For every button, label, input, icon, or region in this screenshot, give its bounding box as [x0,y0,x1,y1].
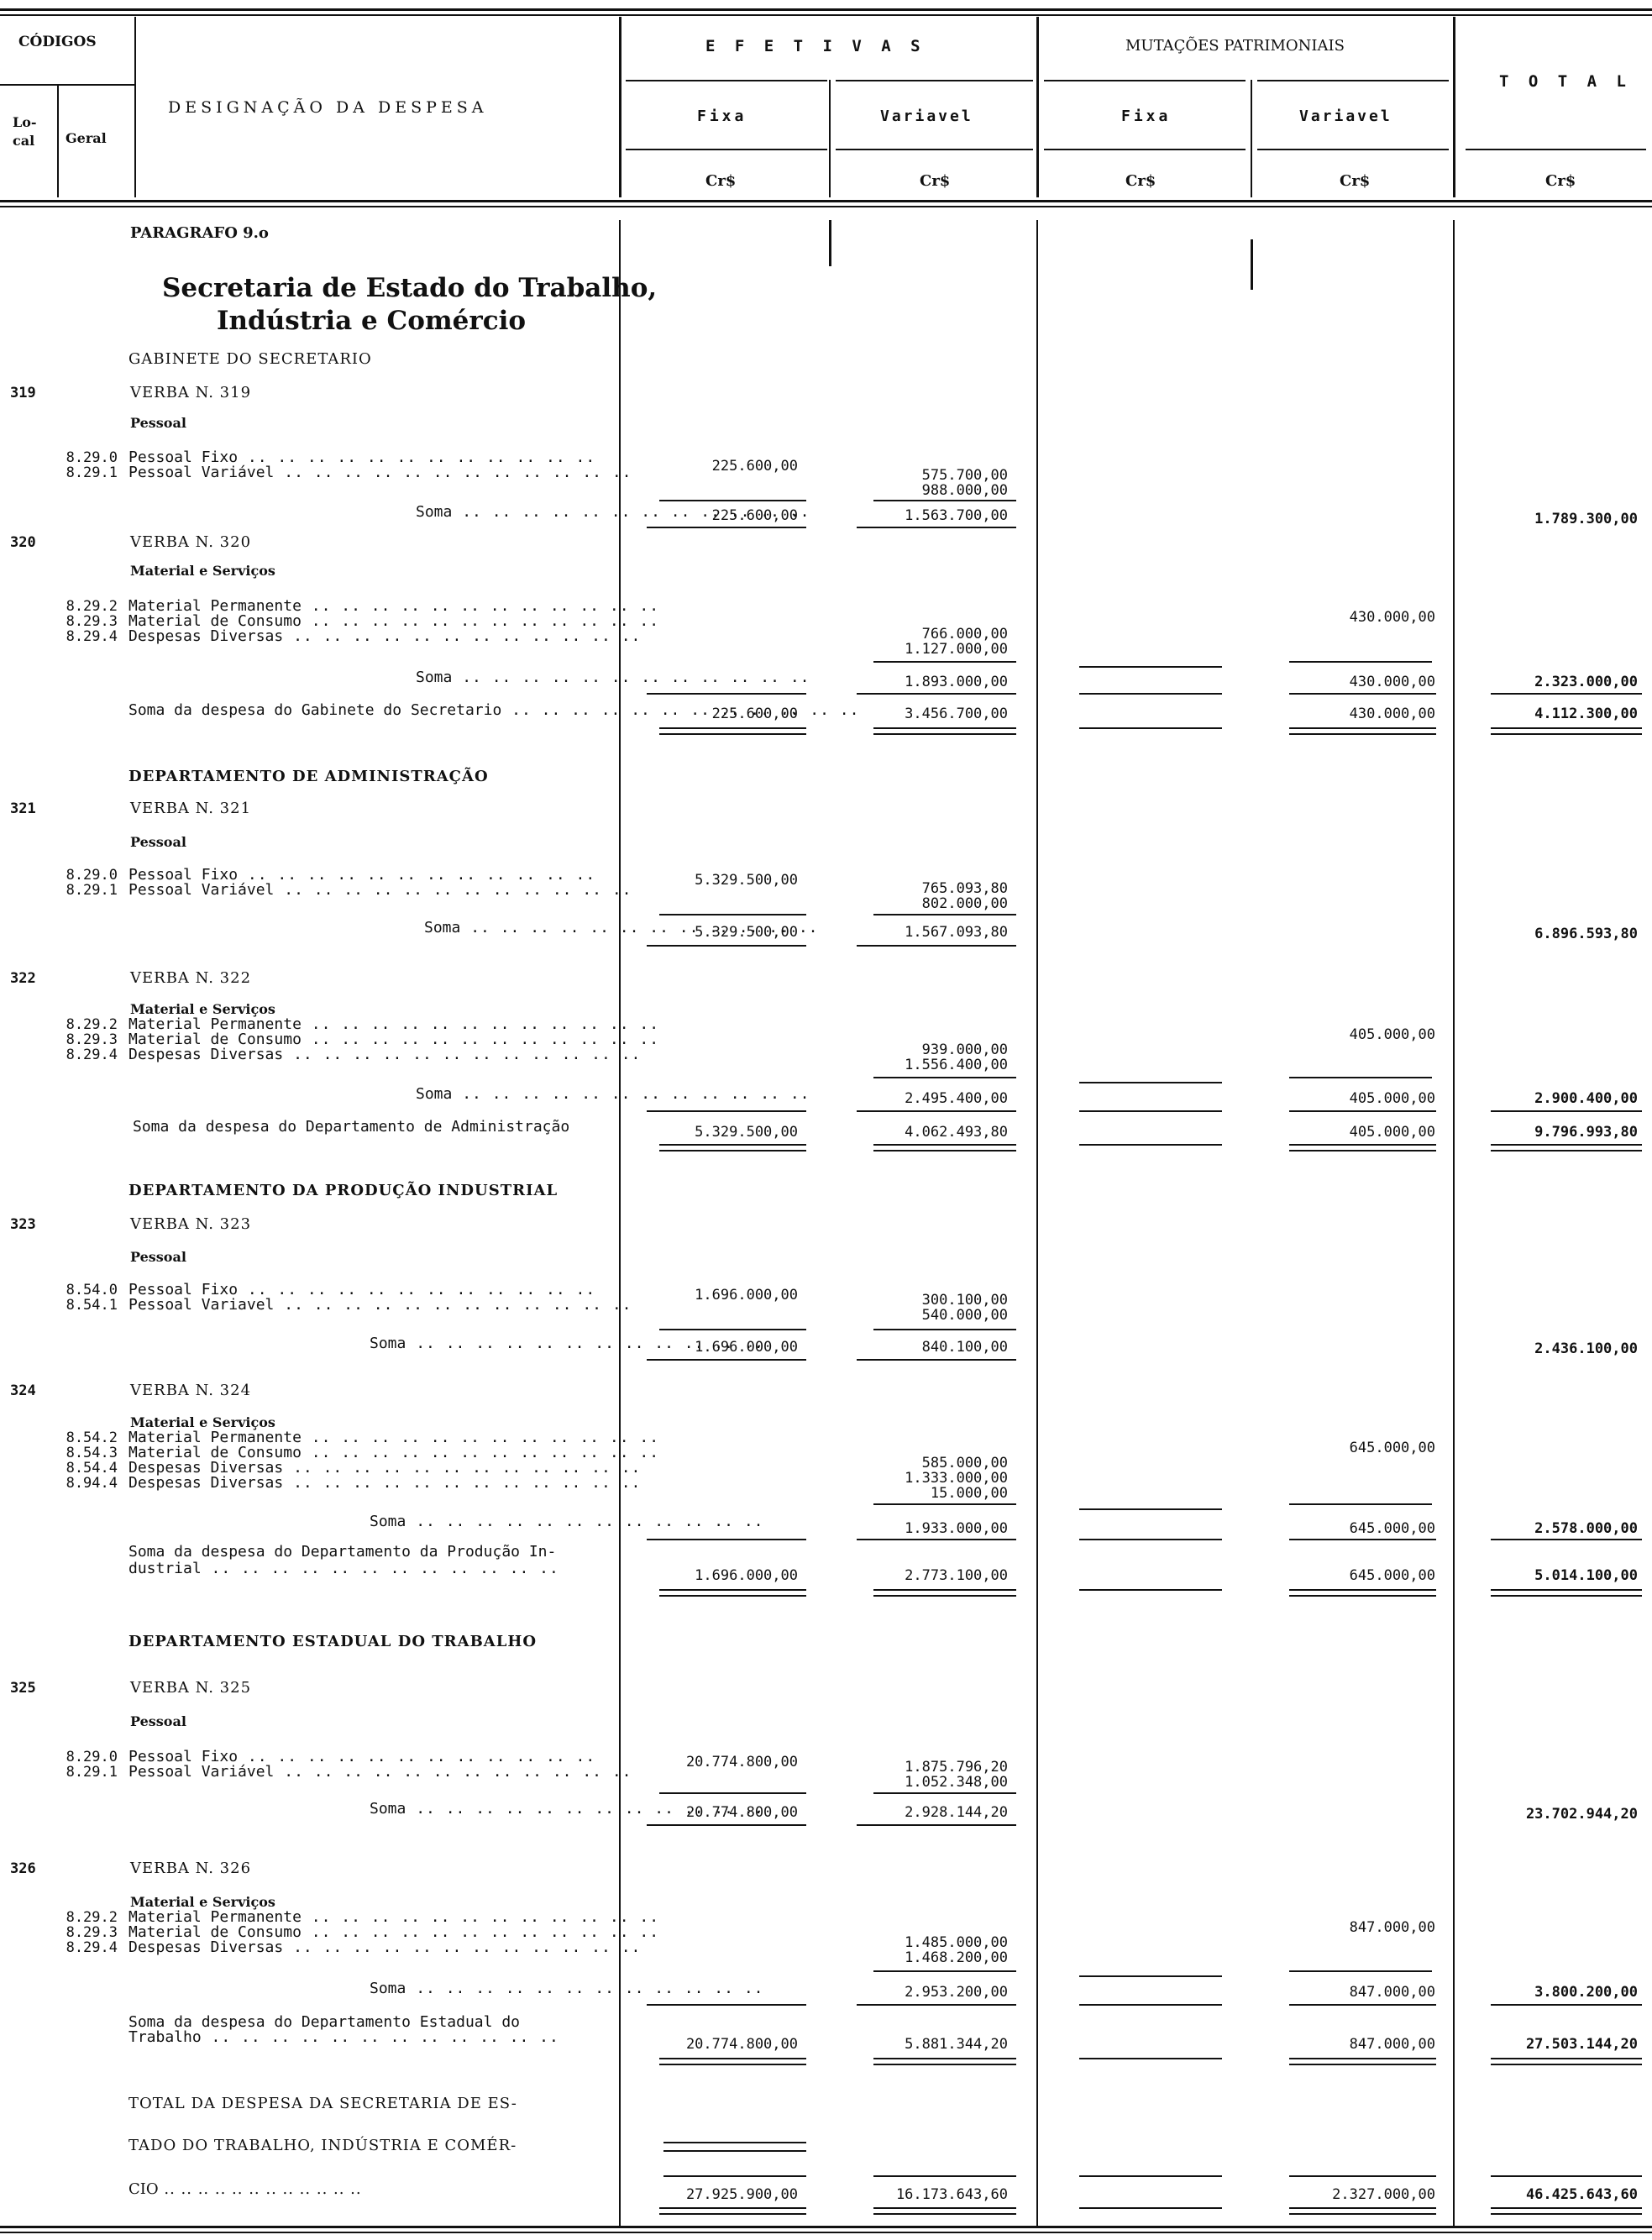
rule [1491,693,1642,695]
value-variavel: 1.127.000,00 [905,641,1008,658]
body-vline-5 [1453,220,1455,2227]
total-value: 2.436.100,00 [1534,1340,1638,1357]
value-variavel: 988.000,00 [921,482,1008,499]
total-variavel: 5.881.344,20 [905,2036,1008,2053]
unit-variavel-efetivas: Cr$ [920,172,951,190]
total-mut-variavel: 430.000,00 [1349,706,1435,722]
item-desc: Despesas Diversas .. .. [128,1939,641,1956]
total-value: 9.796.993,80 [1534,1124,1638,1141]
total-fixa: 20.774.800,00 [685,2036,798,2053]
header-efetivas: E F E T I V A S [705,37,926,55]
body-vline-4 [1251,239,1253,290]
item-desc: Pessoal Fixo .. .. [128,867,595,884]
item-desc: Despesas Diversas .. .. [128,1475,641,1492]
soma-label: Soma .. .. [370,1335,764,1352]
geral-code: 8.54.3 [66,1445,118,1461]
item-desc: Pessoal Fixo .. .. [128,449,595,466]
rule [857,693,1016,695]
verba-label: VERBA N. 322 [130,969,252,987]
soma-mut-variavel: 430.000,00 [1349,674,1435,690]
value-variavel: 15.000,00 [930,1485,1008,1502]
item-desc: Pessoal Variável .. .. [128,882,632,899]
soma-variavel: 2.495.400,00 [905,1090,1008,1107]
grand-total-value: 46.425.643,60 [1525,2186,1638,2203]
hdr-hline-efetivas-2 [836,80,1033,81]
hdr-hline-codes [0,84,134,86]
soma-variavel: 2.928.144,20 [905,1804,1008,1821]
verba-subtitle: Pessoal [130,834,186,850]
geral-code: 8.29.2 [66,1909,118,1926]
geral-code: 8.29.4 [66,628,118,645]
rule [857,527,1016,528]
value-variavel: 1.556.400,00 [905,1057,1008,1073]
rule [1079,1110,1222,1112]
verba-label: VERBA N. 323 [130,1215,252,1233]
soma-mut-variavel: 405.000,00 [1349,1090,1435,1107]
soma-fixa: 1.696.000,00 [695,1339,798,1356]
item-desc: Pessoal Variavel .. .. [128,1297,632,1314]
local-code: 320 [10,534,36,551]
item-desc: Pessoal Variável .. .. [128,1764,632,1781]
top-rule-2 [0,14,1652,16]
grand-total-mut-variavel: 2.327.000,00 [1332,2186,1435,2203]
hdr-vline-mutacoes-mid [1251,80,1252,197]
item-desc: Pessoal Fixo .. .. [128,1749,595,1765]
double-rule [1289,727,1436,735]
section-title-administracao: DEPARTAMENTO DE ADMINISTRAÇÃO [128,768,489,785]
soma-variavel: 2.953.200,00 [905,1984,1008,2001]
double-rule [659,2058,806,2065]
soma-fixa: 225.600,00 [711,507,798,524]
gabinete-total-label: Soma da despesa do Gabinete do Secretario .. .. [128,702,859,719]
soma-mut-variavel: 847.000,00 [1349,1984,1435,2001]
local-code: 325 [10,1680,36,1697]
verba-label: VERBA N. 326 [130,1860,252,1877]
double-rule [659,1144,806,1151]
rule [663,2142,806,2143]
bottom-rule [0,2226,1652,2228]
value-variavel: 765.093,80 [921,880,1008,897]
rule [647,1539,806,1540]
total-mut-variavel: 405.000,00 [1349,1124,1435,1141]
rule [873,914,1016,915]
paragrafo-heading: PARAGRAFO 9.o [130,224,269,242]
rule [659,914,806,915]
rule [647,945,806,947]
value-mut-variavel: 847.000,00 [1349,1919,1435,1936]
producao-total-label-2: dustrial .. .. [128,1561,559,1577]
rule [1491,1110,1642,1112]
hdr-vline-efetivas-right [1036,17,1039,197]
item-desc: Material Permanente .. .. [128,1430,659,1446]
rule [1289,1539,1436,1540]
rule [1079,2207,1222,2209]
hdr-vline-codes [57,84,59,197]
header-codigos: CÓDIGOS [18,34,97,50]
total-variavel: 2.773.100,00 [905,1567,1008,1584]
verba-subtitle: Pessoal [130,1249,186,1265]
soma-label: Soma .. .. [424,920,819,936]
rule [857,945,1016,947]
rule [1289,1077,1432,1078]
total-mut-variavel: 847.000,00 [1349,2036,1435,2053]
rule [1079,2058,1222,2059]
verba-label: VERBA N. 319 [130,384,252,401]
double-rule [1491,2207,1642,2215]
value-fixa: 5.329.500,00 [695,872,798,889]
value-variavel: 766.000,00 [921,626,1008,643]
soma-label: Soma .. .. [370,1513,764,1530]
value-variavel: 939.000,00 [921,1041,1008,1058]
value-variavel: 585.000,00 [921,1455,1008,1471]
value-variavel: 575.700,00 [921,467,1008,484]
verba-subtitle: Pessoal [130,1713,186,1729]
rule [1289,1970,1432,1972]
item-desc: Material de Consumo .. .. [128,1445,659,1461]
item-desc: Material Permanente .. .. [128,598,659,615]
geral-code: 8.94.4 [66,1475,118,1492]
total-value: 6.896.593,80 [1534,926,1638,942]
header-bottom-rule-2 [0,206,1652,207]
rule [647,693,806,695]
double-rule [873,2207,1016,2215]
double-rule [1289,2207,1436,2215]
geral-code: 8.29.4 [66,1939,118,1956]
rule [873,1970,1016,1972]
producao-total-label-1: Soma da despesa do Departamento da Produção In- [128,1543,557,1561]
hdr-vline-efetivas-mid [829,80,831,197]
total-fixa: 5.329.500,00 [695,1124,798,1141]
rule [659,500,806,501]
header-bottom-rule [0,200,1652,202]
double-rule [873,2058,1016,2065]
value-fixa: 1.696.000,00 [695,1287,798,1304]
item-desc: Material Permanente .. .. [128,1016,659,1033]
soma-label: Soma .. .. [370,1980,764,1997]
bottom-rule-2 [0,2232,1652,2233]
local-code: 319 [10,385,36,401]
geral-code: 8.29.3 [66,1031,118,1048]
value-variavel: 1.485.000,00 [905,1934,1008,1951]
geral-code: 8.29.3 [66,613,118,630]
rule [1079,1508,1222,1510]
local-code: 321 [10,800,36,817]
verba-label: VERBA N. 324 [130,1382,252,1399]
rule [647,1359,806,1361]
rule [873,1077,1016,1078]
hdr-vline-desc-right [619,17,621,197]
rule [1289,1503,1432,1505]
rule [857,1359,1016,1361]
secretaria-title-line1: Secretaria de Estado do Trabalho, [162,273,658,303]
value-variavel: 1.333.000,00 [905,1470,1008,1487]
total-variavel: 4.062.493,80 [905,1124,1008,1141]
rule [873,1792,1016,1794]
geral-code: 8.54.4 [66,1460,118,1477]
local-code: 326 [10,1860,36,1877]
soma-label: Soma .. .. [416,669,810,686]
double-rule [873,1144,1016,1151]
double-rule [1289,1589,1436,1597]
double-rule [659,1589,806,1597]
total-value: 23.702.944,20 [1525,1806,1638,1823]
item-desc: Pessoal Fixo .. .. [128,1282,595,1298]
rule [1491,2175,1642,2177]
header-total: T O T A L [1499,72,1631,91]
rule [1289,693,1436,695]
rule [873,1503,1016,1505]
rule [857,1539,1016,1540]
double-rule [873,727,1016,735]
rule [1079,1082,1222,1083]
geral-code: 8.29.0 [66,1749,118,1765]
double-rule [1491,1144,1642,1151]
geral-code: 8.54.1 [66,1297,118,1314]
item-desc: Material de Consumo .. .. [128,613,659,630]
body-vline-3 [1036,220,1038,2227]
local-code: 322 [10,970,36,987]
rule [1491,1539,1642,1540]
local-code: 324 [10,1382,36,1399]
double-rule [659,727,806,735]
geral-code: 8.29.0 [66,449,118,466]
trabalho-total-label-1: Soma da despesa do Departamento Estadual do [128,2013,520,2031]
item-desc: Material de Consumo .. .. [128,1924,659,1941]
item-desc: Despesas Diversas .. .. [128,628,641,645]
double-rule [873,1589,1016,1597]
rule [1079,1975,1222,1977]
geral-code: 8.29.2 [66,598,118,615]
rule [1079,727,1222,729]
item-desc: Material de Consumo .. .. [128,1031,659,1048]
unit-variavel-mutacoes: Cr$ [1340,172,1371,190]
item-desc: Material Permanente .. .. [128,1909,659,1926]
rule [1289,1110,1436,1112]
rule [1079,2004,1222,2006]
value-variavel: 540.000,00 [921,1307,1008,1324]
hdr-hline-sub1 [626,149,827,150]
rule [1079,1539,1222,1540]
grand-total-fixa: 27.925.900,00 [685,2186,798,2203]
total-value: 27.503.144,20 [1525,2036,1638,2053]
verba-subtitle: Material e Serviços [130,563,275,579]
rule [659,1329,806,1330]
verba-subtitle: Material e Serviços [130,1001,275,1017]
rule [647,527,806,528]
body-vline-2 [829,220,831,266]
hdr-hline-sub5 [1466,149,1646,150]
total-value: 2.323.000,00 [1534,674,1638,690]
header-fixa-mutacoes: Fixa [1121,108,1172,125]
rule [857,2004,1016,2006]
total-mut-variavel: 645.000,00 [1349,1567,1435,1584]
geral-code: 8.29.0 [66,867,118,884]
soma-variavel: 840.100,00 [921,1339,1008,1356]
header-variavel-efetivas: Variavel [880,108,973,125]
item-desc: Despesas Diversas .. .. [128,1460,641,1477]
header-mutacoes: MUTAÇÕES PATRIMONIAIS [1125,37,1345,55]
unit-fixa-efetivas: Cr$ [705,172,737,190]
value-fixa: 20.774.800,00 [685,1754,798,1770]
hdr-vline-mutacoes-right [1453,17,1455,197]
header-variavel-mutacoes: Variavel [1299,108,1392,125]
rule [1079,693,1222,695]
soma-fixa: 5.329.500,00 [695,924,798,941]
grand-total-variavel: 16.173.643,60 [895,2186,1008,2203]
rule [1289,661,1432,663]
geral-code: 8.29.3 [66,1924,118,1941]
soma-variavel: 1.563.700,00 [905,507,1008,524]
hdr-hline-mutacoes [1044,80,1246,81]
verba-label: VERBA N. 320 [130,533,252,551]
value-variavel: 300.100,00 [921,1292,1008,1309]
rule [857,1824,1016,1826]
geral-code: 8.29.4 [66,1047,118,1063]
local-code: 323 [10,1216,36,1233]
grand-total-line2: TADO DO TRABALHO, INDÚSTRIA E COMÉR- [128,2137,517,2154]
rule [873,1329,1016,1330]
rule [647,2004,806,2006]
item-desc: Pessoal Variável .. .. [128,464,632,481]
value-mut-variavel: 645.000,00 [1349,1440,1435,1456]
rule [1079,1144,1222,1146]
verba-subtitle: Material e Serviços [130,1894,275,1910]
rule [659,1792,806,1794]
unit-fixa-mutacoes: Cr$ [1125,172,1156,190]
value-mut-variavel: 430.000,00 [1349,609,1435,626]
verba-label: VERBA N. 325 [130,1679,252,1697]
total-fixa: 1.696.000,00 [695,1567,798,1584]
geral-code: 8.29.1 [66,882,118,899]
rule [873,500,1016,501]
rule [647,1824,806,1826]
trabalho-total-label-2: Trabalho .. .. [128,2029,559,2046]
double-rule [1289,2058,1436,2065]
rule [663,2150,806,2152]
section-title-gabinete: GABINETE DO SECRETARIO [128,350,372,368]
header-designacao: DESIGNAÇÃO DA DESPESA [168,98,488,117]
geral-code: 8.29.2 [66,1016,118,1033]
total-value: 2.900.400,00 [1534,1090,1638,1107]
verba-label: VERBA N. 321 [130,800,252,817]
value-variavel: 1.468.200,00 [905,1949,1008,1966]
rule [857,1110,1016,1112]
double-rule [1289,1144,1436,1151]
rule [1289,2175,1436,2177]
grand-total-line1: TOTAL DA DESPESA DA SECRETARIA DE ES- [128,2095,517,2112]
hdr-vline-codes-right [134,17,136,197]
verba-subtitle: Pessoal [130,415,186,431]
header-fixa-efetivas: Fixa [697,108,747,125]
double-rule [659,2207,806,2215]
soma-mut-variavel: 645.000,00 [1349,1520,1435,1537]
secretaria-title-line2: Indústria e Comércio [217,306,527,336]
soma-label: Soma .. .. [370,1801,764,1818]
hdr-hline-efetivas [626,80,827,81]
administracao-total-label: Soma da despesa do Departamento de Administração [133,1118,570,1136]
verba-subtitle: Material e Serviços [130,1414,275,1430]
total-variavel: 3.456.700,00 [905,706,1008,722]
soma-variavel: 1.933.000,00 [905,1520,1008,1537]
soma-label: Soma .. .. [416,504,810,521]
section-title-trabalho: DEPARTAMENTO ESTADUAL DO TRABALHO [128,1633,538,1650]
total-value: 1.789.300,00 [1534,511,1638,527]
total-value: 3.800.200,00 [1534,1984,1638,2001]
hdr-hline-sub3 [1044,149,1246,150]
rule [873,2175,1016,2177]
geral-code: 8.29.1 [66,464,118,481]
geral-code: 8.29.1 [66,1764,118,1781]
total-value: 4.112.300,00 [1534,706,1638,722]
rule [647,1110,806,1112]
rule [1491,2004,1642,2006]
value-variavel: 1.052.348,00 [905,1774,1008,1791]
value-fixa: 225.600,00 [711,458,798,475]
soma-label: Soma .. .. [416,1086,810,1103]
soma-variavel: 1.567.093,80 [905,924,1008,941]
rule [663,2175,806,2177]
soma-fixa: 20.774.800,00 [685,1804,798,1821]
hdr-hline-sub4 [1257,149,1449,150]
section-title-producao: DEPARTAMENTO DA PRODUÇÃO INDUSTRIAL [128,1182,559,1199]
unit-total: Cr$ [1545,172,1576,190]
rule [873,661,1016,663]
header-local: Lo- cal [13,114,37,149]
geral-code: 8.54.2 [66,1430,118,1446]
top-rule [0,8,1652,11]
soma-variavel: 1.893.000,00 [905,674,1008,690]
rule [1079,2175,1222,2177]
header-geral: Geral [66,130,107,146]
value-mut-variavel: 405.000,00 [1349,1026,1435,1043]
double-rule [1491,2058,1642,2065]
geral-code: 8.54.0 [66,1282,118,1298]
hdr-hline-sub2 [836,149,1033,150]
value-variavel: 1.875.796,20 [905,1759,1008,1776]
rule [1079,666,1222,668]
total-fixa: 225.600,00 [711,706,798,722]
double-rule [1491,727,1642,735]
item-desc: Despesas Diversas .. .. [128,1047,641,1063]
value-variavel: 802.000,00 [921,895,1008,912]
grand-total-line3: CIO .. .. [128,2181,362,2198]
rule [1289,2004,1436,2006]
rule [1079,1589,1222,1591]
total-value: 2.578.000,00 [1534,1520,1638,1537]
total-value: 5.014.100,00 [1534,1567,1638,1584]
double-rule [1491,1589,1642,1597]
hdr-hline-mutacoes-2 [1257,80,1449,81]
